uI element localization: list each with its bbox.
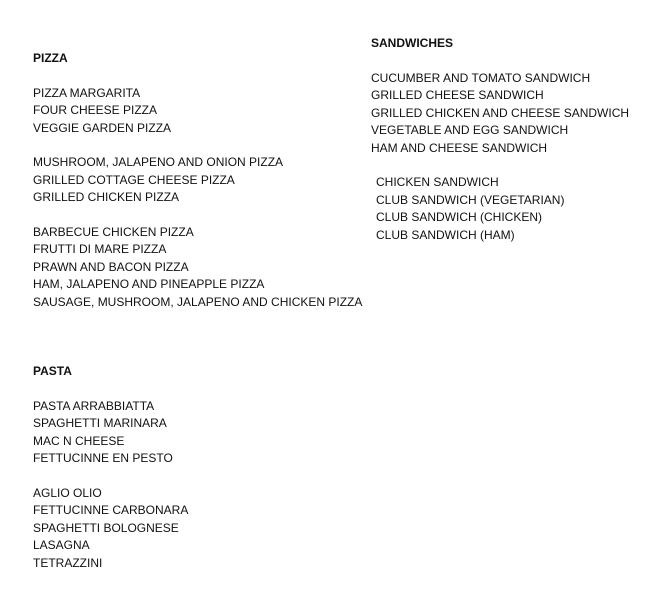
menu-item: GRILLED CHICKEN PIZZA [33, 190, 180, 204]
menu-item: VEGGIE GARDEN PIZZA [33, 120, 172, 135]
menu-item: HAM AND CHEESE SANDWICH [371, 140, 548, 155]
menu-item: MAC N CHEESE [33, 433, 125, 448]
menu-item: TETRAZZINI [33, 555, 103, 570]
menu-item: GRILLED CHEESE SANDWICH [371, 88, 544, 102]
pasta-group-2 [33, 485, 362, 573]
pizza-group-2 [33, 154, 362, 207]
pasta-group-1 [33, 398, 362, 468]
sandwiches-group-2 [371, 174, 629, 244]
menu-item: GRILLED CHICKEN AND CHEESE SANDWICH [371, 105, 630, 120]
menu-item: FOUR CHEESE PIZZA [33, 103, 158, 117]
left-column [33, 50, 362, 572]
menu-item: CLUB SANDWICH (HAM) [376, 227, 515, 242]
menu-item: VEGETABLE AND EGG SANDWICH [371, 123, 569, 137]
sandwiches-heading: SANDWICHES [371, 36, 454, 50]
menu-item: BARBECUE CHICKEN PIZZA [33, 224, 194, 239]
menu-item: FETTUCINNE EN PESTO [33, 451, 173, 465]
menu-item: PRAWN AND BACON PIZZA [33, 259, 189, 274]
pizza-group-1 [33, 85, 362, 138]
menu-item: CHICKEN SANDWICH [376, 175, 499, 189]
menu-item: SAUSAGE, MUSHROOM, JALAPENO AND CHICKEN PIZZA [33, 294, 363, 309]
menu-item: SPAGHETTI MARINARA [33, 416, 167, 430]
pizza-heading: PIZZA [33, 51, 68, 65]
menu-item: SPAGHETTI BOLOGNESE [33, 520, 179, 535]
menu-item: CLUB SANDWICH (CHICKEN) [376, 210, 543, 224]
pizza-group-3 [33, 224, 362, 312]
menu-item: MUSHROOM, JALAPENO AND ONION PIZZA [33, 155, 284, 169]
menu-item: PASTA ARRABBIATTA [33, 398, 155, 413]
menu-item: CUCUMBER AND TOMATO SANDWICH [371, 70, 591, 85]
menu-item: FRUTTI DI MARE PIZZA [33, 242, 167, 256]
menu-item: LASAGNA [33, 538, 90, 552]
menu-item: FETTUCINNE CARBONARA [33, 503, 189, 517]
menu-item: HAM, JALAPENO AND PINEAPPLE PIZZA [33, 277, 265, 291]
right-column [371, 35, 629, 244]
menu-item: AGLIO OLIO [33, 485, 102, 500]
menu-item: CLUB SANDWICH (VEGETARIAN) [376, 192, 565, 207]
sandwiches-group-1 [371, 70, 629, 158]
menu-item: PIZZA MARGARITA [33, 85, 141, 100]
pasta-heading: PASTA [33, 364, 72, 378]
menu-item: GRILLED COTTAGE CHEESE PIZZA [33, 172, 235, 187]
